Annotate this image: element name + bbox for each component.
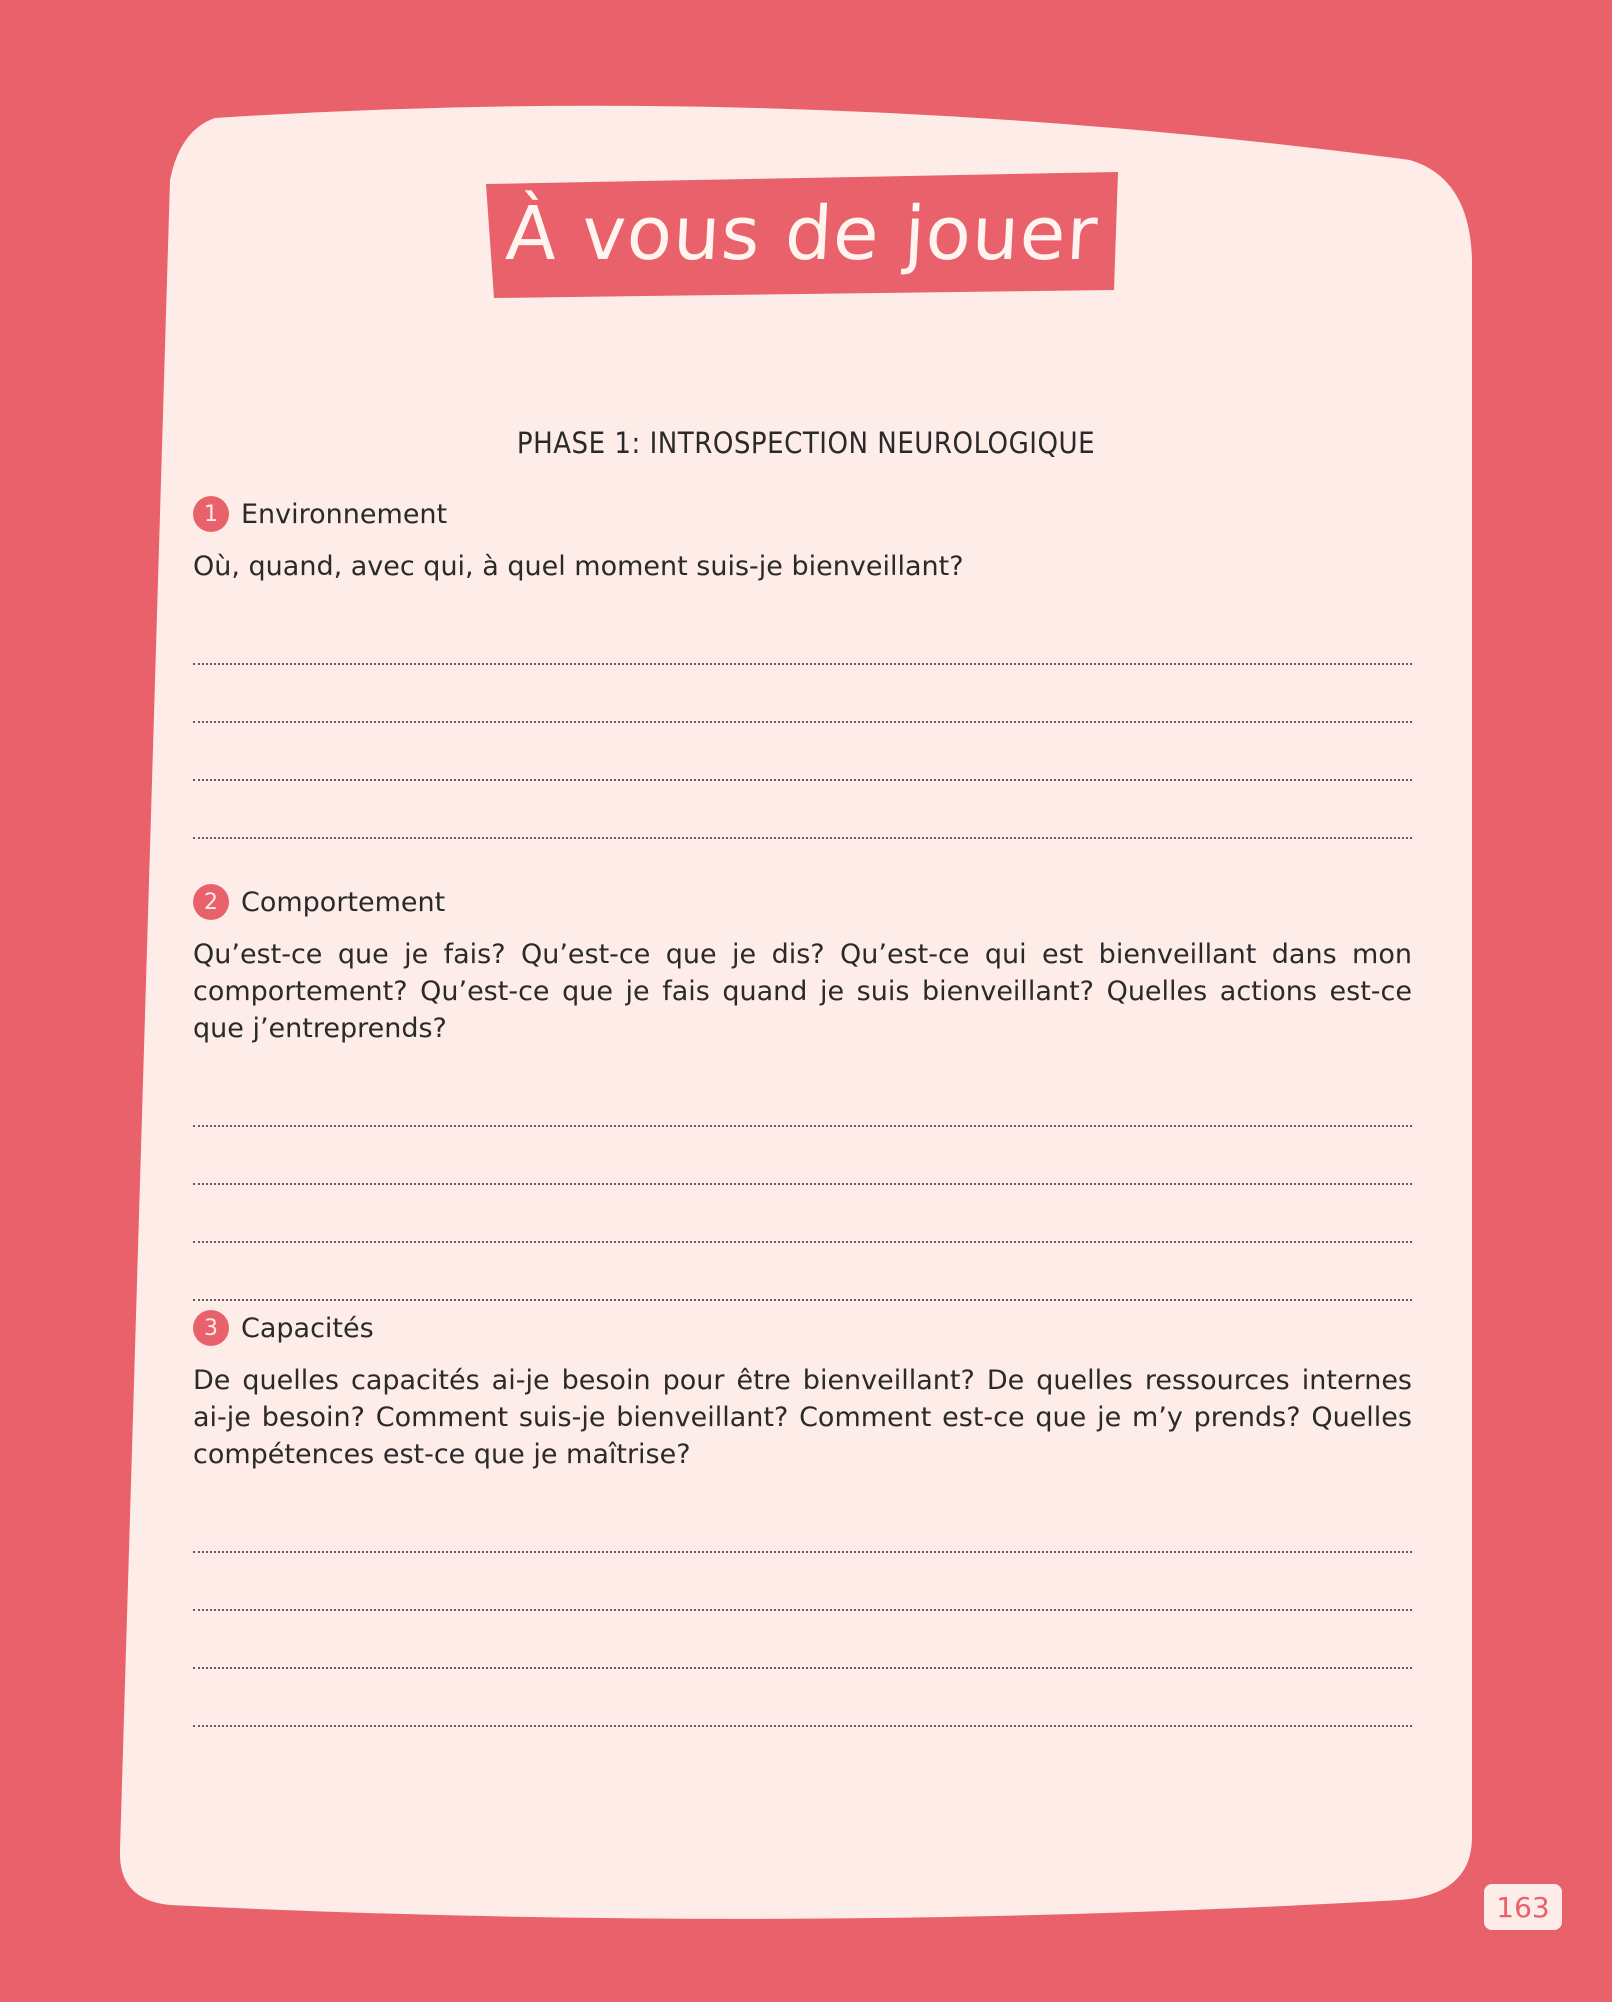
answer-line[interactable] xyxy=(193,1495,1412,1553)
answer-line[interactable] xyxy=(193,1069,1412,1127)
answer-lines[interactable] xyxy=(193,1495,1412,1727)
section-title: Comportement xyxy=(241,886,446,918)
answer-line[interactable] xyxy=(193,1553,1412,1611)
answer-line[interactable] xyxy=(193,1127,1412,1185)
section-number-badge: 1 xyxy=(193,496,229,532)
section-number-badge: 2 xyxy=(193,884,229,920)
answer-line[interactable] xyxy=(193,781,1412,839)
answer-lines[interactable] xyxy=(193,607,1412,839)
section-question: Qu’est-ce que je fais? Qu’est-ce que je dis? Qu’est-ce qui est bienveillant dans mon comportement? Qu’est-ce que je fais quand je suis bienveillant? Quelles actions est-ce que j’entreprends? xyxy=(193,939,1412,1044)
answer-line[interactable] xyxy=(193,1611,1412,1669)
section-number-badge: 3 xyxy=(193,1310,229,1346)
answer-line[interactable] xyxy=(193,1243,1412,1301)
phase-title: PHASE 1: INTROSPECTION NEUROLOGIQUE xyxy=(516,426,1096,460)
answer-line[interactable] xyxy=(193,1669,1412,1727)
section-environnement xyxy=(193,494,1412,839)
section-question: Où, quand, avec qui, à quel moment suis-je bienveillant? xyxy=(193,551,964,582)
title-banner xyxy=(482,172,1122,300)
section-question: De quelles capacités ai-je besoin pour être bienveillant? De quelles ressources internes ai-je besoin? Comment suis-je bienveillant? Comment est-ce que je m’y prends? Quelles compétences est-ce que je maîtrise? xyxy=(193,1365,1412,1470)
answer-line[interactable] xyxy=(193,665,1412,723)
page-title: À vous de jouer xyxy=(503,191,1101,277)
page-number: 163 xyxy=(1484,1884,1562,1930)
answer-lines[interactable] xyxy=(193,1069,1412,1301)
answer-line[interactable] xyxy=(193,1185,1412,1243)
section-title: Capacités xyxy=(241,1312,374,1344)
section-comportement xyxy=(193,882,1412,1301)
answer-line[interactable] xyxy=(193,723,1412,781)
section-capacites xyxy=(193,1308,1412,1727)
answer-line[interactable] xyxy=(193,607,1412,665)
section-title: Environnement xyxy=(241,498,448,530)
